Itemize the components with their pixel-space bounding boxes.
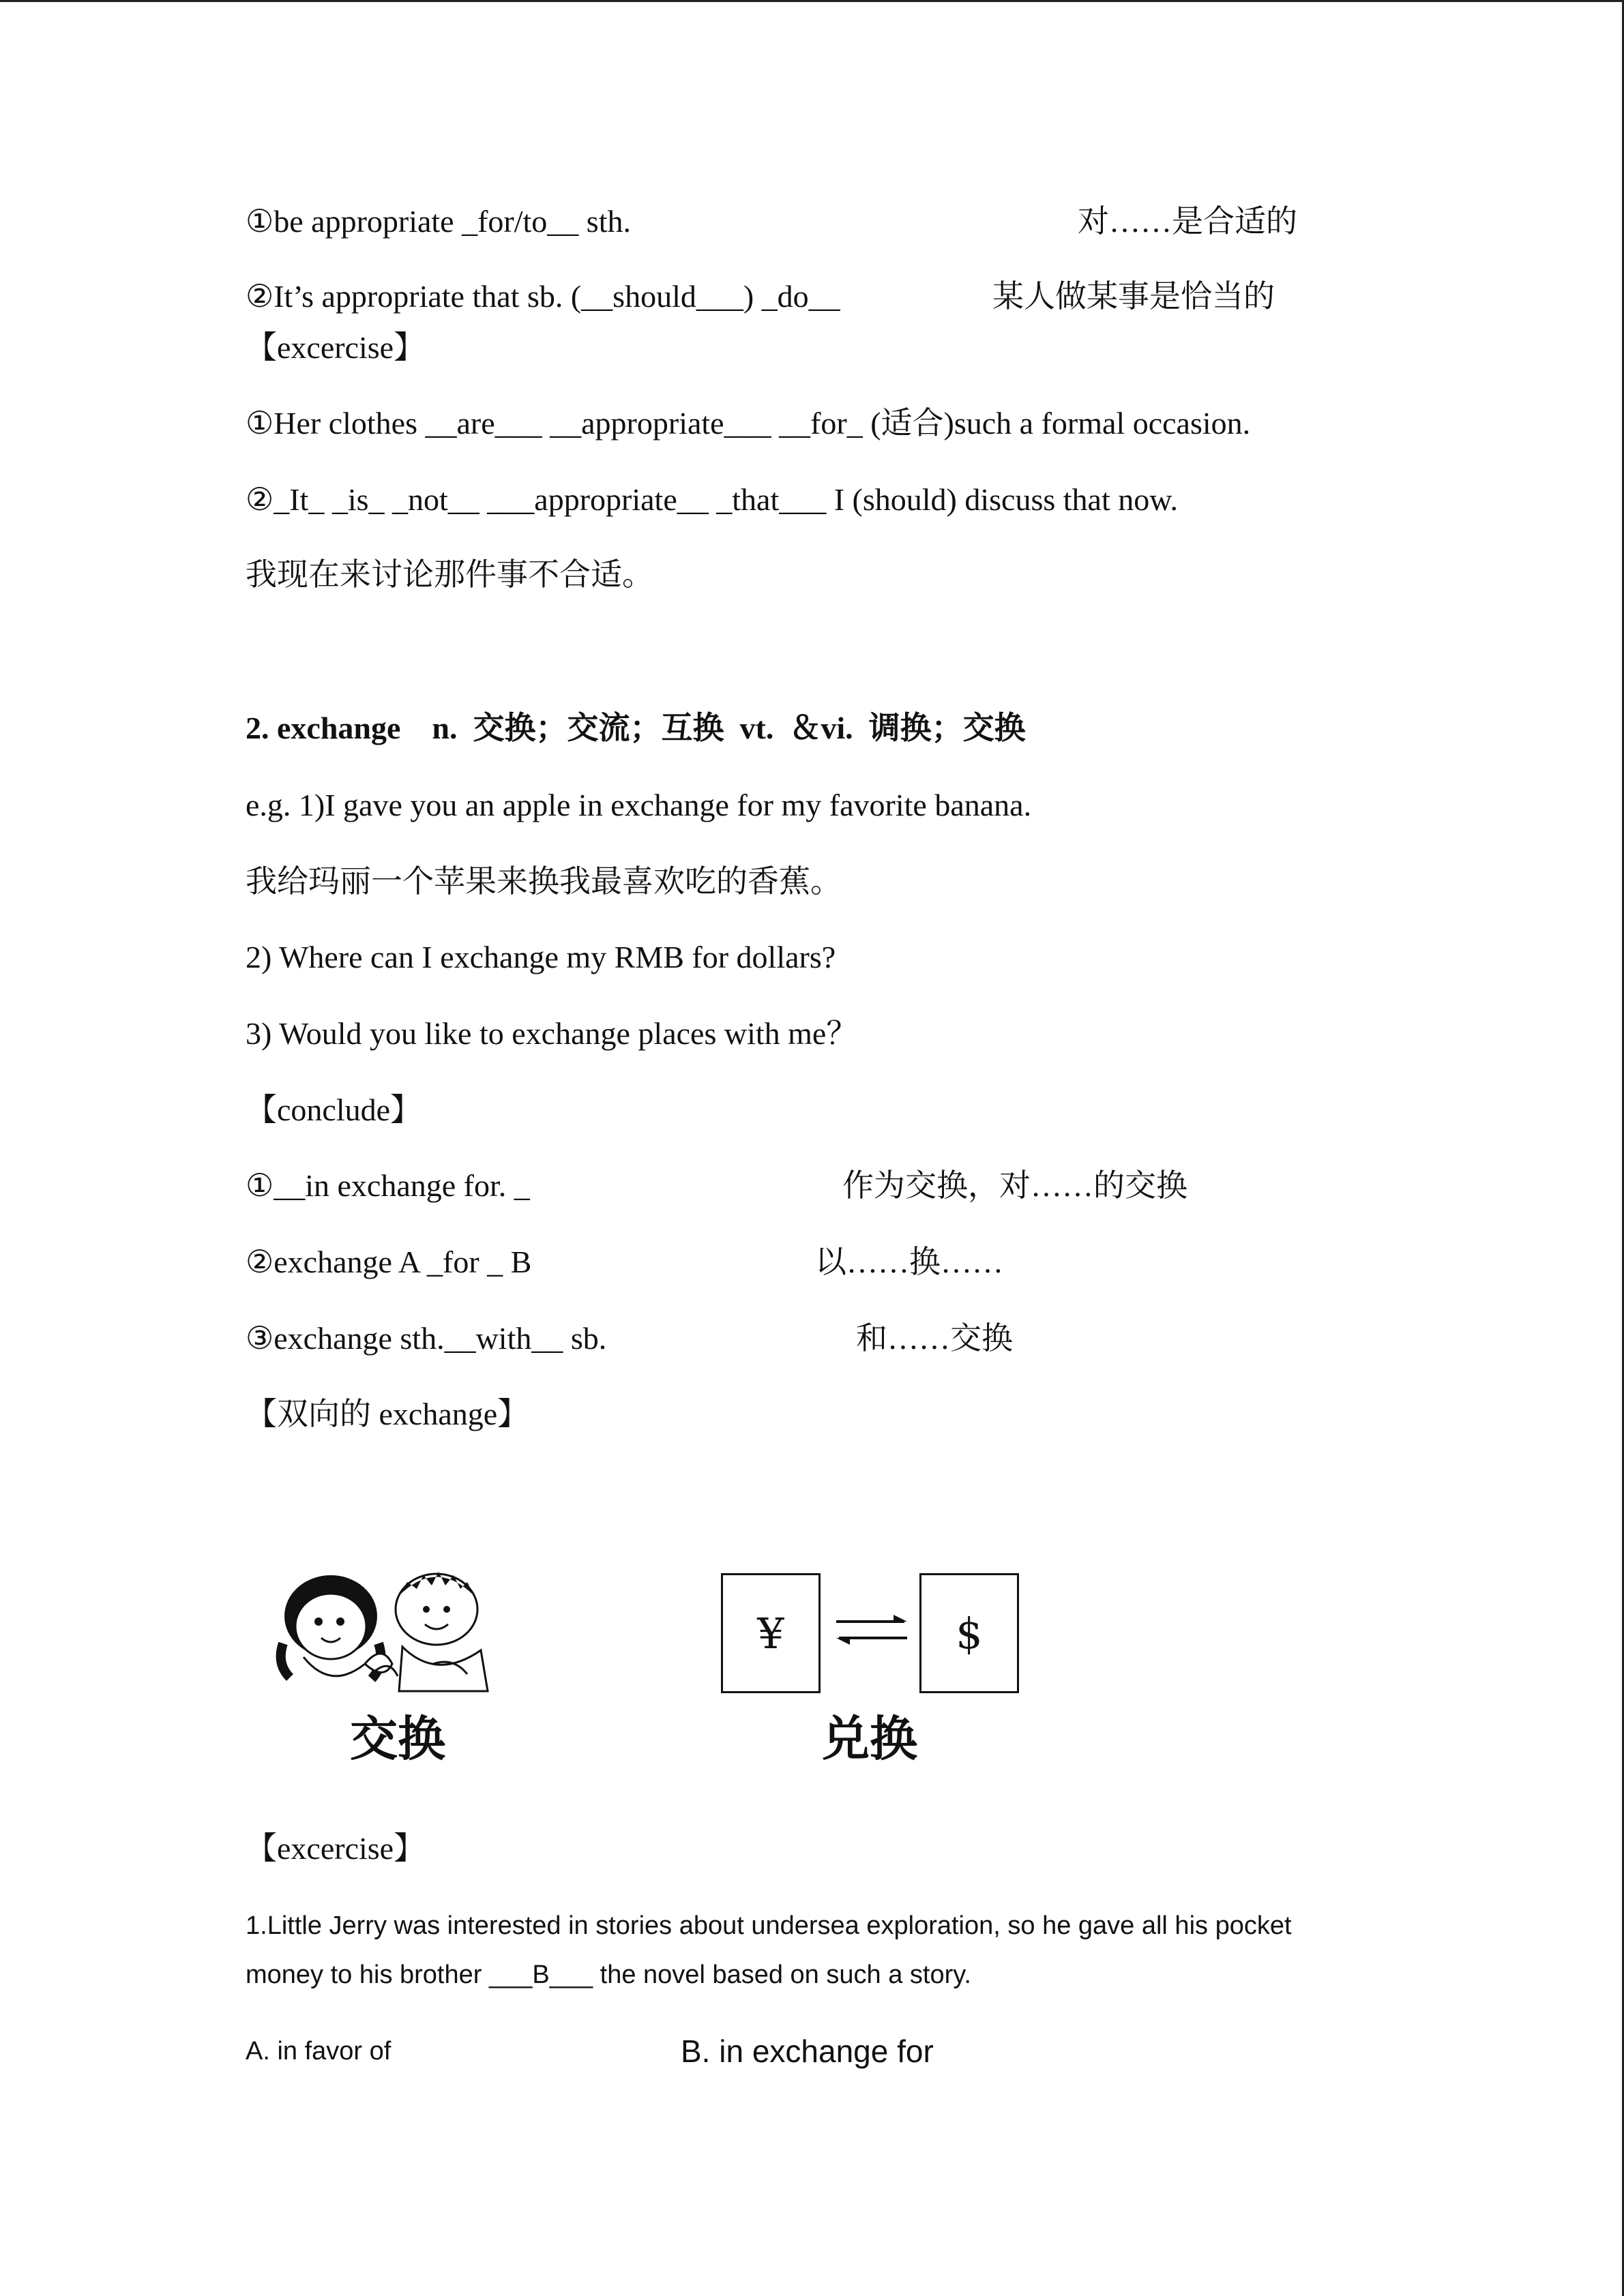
conclude-2-translation: 以……换…… (815, 1244, 1003, 1279)
bidirectional-heading: 【双向的 exchange】 (246, 1397, 529, 1431)
example-2: 2) Where can I exchange my RMB for dollars? (246, 940, 836, 974)
conclude-2: ②exchange A _for _ B (246, 1244, 532, 1279)
exercise-2: ②_It_ _is_ _not__ ___appropriate__ _that___ I (should) discuss that now. (246, 482, 1178, 517)
bidirectional-arrows-icon (831, 1602, 913, 1657)
usage-1-translation: 对……是合适的 (1078, 204, 1297, 239)
section-heading-exchange: 2. exchange n. 交换；交流；互换 vt. ＆vi. 调换；交换 (246, 711, 1026, 745)
dollar-box (919, 1573, 1019, 1693)
yuan-icon: ¥ (757, 1608, 784, 1658)
option-a: A. in favor of (246, 2037, 392, 2066)
question-1-line-1: 1.Little Jerry was interested in stories about undersea exploration, so he gave all his pocket (246, 1911, 1292, 1940)
example-3: 3) Would you like to exchange places with me？ (246, 1016, 858, 1051)
conclude-3: ③exchange sth.__with__ sb. (246, 1321, 607, 1356)
option-b: B. in exchange for (681, 2033, 934, 2069)
conclude-3-translation: 和……交换 (856, 1321, 1013, 1356)
exercise-1: ①Her clothes __are___ __appropriate___ __for_ (适合)such a formal occasion. (246, 406, 1251, 441)
usage-2-translation: 某人做某事是恰当的 (992, 279, 1275, 314)
example-1-translation: 我给玛丽一个苹果来换我最喜欢吃的香蕉。 (246, 864, 842, 899)
children-exchanging-illustration (263, 1562, 501, 1698)
exercise-heading-1: 【excercise】 (246, 330, 426, 365)
dollar-icon: $ (956, 1608, 983, 1658)
exercise-2-translation: 我现在来讨论那件事不合适。 (246, 557, 653, 592)
question-1-line-2: money to his brother ___B___ the novel based on such a story. (246, 1960, 971, 1989)
example-1: e.g. 1)I gave you an apple in exchange for my favorite banana. (246, 788, 1032, 822)
usage-2: ②It’s appropriate that sb. (__should___) _do__ (246, 279, 840, 314)
conclude-1: ①__in exchange for. _ (246, 1168, 530, 1203)
exercise-heading-2: 【excercise】 (246, 1831, 426, 1866)
currency-exchange-label: 兑换 (822, 1711, 917, 1767)
page-border-top (0, 0, 1624, 2)
conclude-1-translation: 作为交换，对……的交换 (842, 1168, 1187, 1203)
usage-1: ①be appropriate _for/to__ sth. (246, 204, 631, 239)
exchange-label: 交换 (350, 1711, 445, 1767)
conclude-heading: 【conclude】 (246, 1092, 422, 1127)
yuan-box (721, 1573, 821, 1693)
